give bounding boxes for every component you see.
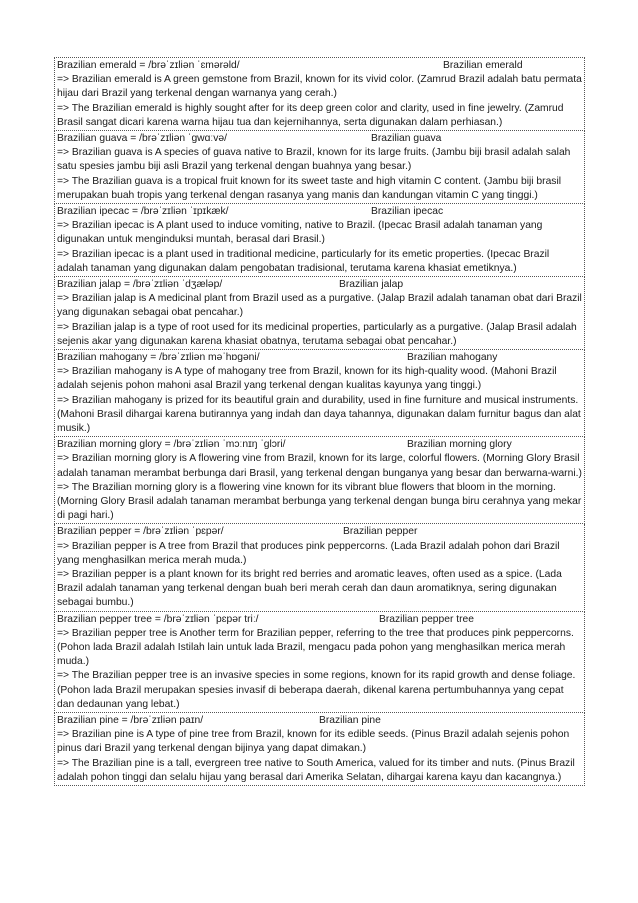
glossary-entry [54, 524, 585, 611]
entry-example: => Brazilian ipecac is a plant used in traditional medicine, particularly for its emetic properties. (Ipecac Brazil adalah tanaman yang digunakan dalam pengobatan tradisional, terutama karena khasiat emetiknya.) [57, 248, 550, 274]
glossary-entry [54, 437, 585, 524]
entry-term: Brazilian ipecac = /brəˈzɪliən ˈɪpɪkæk/ [57, 206, 229, 217]
entry-example: => Brazilian mahogany is prized for its beautiful grain and durability, used in fine furniture and musical instruments. (Mahoni Brasil dihargai karena butirannya yang indah dan daya tahannya, digunakan dalam furnitur bagus dan alat musik.) [57, 394, 581, 434]
entry-example: => Brazilian pepper is a plant known for its bright red berries and aromatic leaves, often used as a spice. (Lada Brazil adalah tanaman yang terkenal dengan buah beri merah cerah dan daun aromatiknya, sering digunakan sebagai bumbu.) [57, 569, 562, 609]
entry-name: Brazilian ipecac [371, 206, 444, 217]
entry-definition: => Brazilian jalap is A medicinal plant from Brazil used as a purgative. (Jalap Brazil adalah tanaman obat dari Brazil yang digunakan sebagai obat pencahar.) [57, 293, 582, 319]
glossary-list [54, 57, 585, 786]
entry-name: Brazilian pepper tree [379, 613, 475, 625]
entry-example: => The Brazilian pine is a tall, evergreen tree native to South America, valued for its timber and nuts. (Pinus Brazil adalah pohon tinggi dan selalu hijau yang berasal dari Amerika Selatan, dihargai karena kayu dan kacangnya.) [57, 757, 575, 783]
glossary-entry [54, 612, 585, 713]
entry-term: Brazilian morning glory = /brəˈzɪliən ˈmɔːnɪŋ ˈɡlɔri/ [57, 439, 286, 451]
entry-name: Brazilian pepper [343, 526, 418, 538]
glossary-entry [54, 204, 585, 277]
entry-heading [57, 438, 582, 452]
entry-definition: => Brazilian pine is A type of pine tree from Brazil, known for its edible seeds. (Pinus Brazil adalah sejenis pohon pinus dari Brazil yang terkenal dengan bijinya yang dapat dimakan.) [57, 729, 570, 755]
entry-heading [57, 59, 582, 73]
entry-term: Brazilian emerald = /brəˈzɪliən ˈɛmərəld/ [57, 60, 240, 71]
entry-name: Brazilian pine [319, 715, 381, 727]
entry-heading [57, 714, 582, 728]
entry-name: Brazilian morning glory [407, 439, 512, 451]
entry-heading [57, 278, 582, 292]
entry-name: Brazilian guava [371, 133, 442, 144]
entry-term: Brazilian pepper tree = /brəˈzɪliən ˈpɛpər triː/ [57, 613, 259, 625]
entry-example: => Brazilian jalap is a type of root used for its medicinal properties, particularly as a purgative. (Jalap Brasil adalah sejenis akar yang digunakan karena khasiat obatnya, terutama sebagai obat pencahar.) [57, 321, 577, 347]
entry-definition: => Brazilian morning glory is A flowering vine from Brazil, known for its large, colorful flowers. (Morning Glory Brasil adalah tanaman merambat berbunga dari Brasil, yang terkenal dengan bunganya yang besar dan berwarna-warni.) [57, 453, 582, 479]
entry-definition: => Brazilian ipecac is A plant used to induce vomiting, native to Brazil. (Ipecac Brasil adalah tanaman yang digunakan untuk menginduksi muntah, berasal dari Brasil.) [57, 220, 543, 246]
entry-example: => The Brazilian morning glory is a flowering vine known for its vibrant blue flowers that bloom in the morning. (Morning Glory Brasil adalah tanaman merambat berbunga yang terkenal dengan bunga biru cerahnya yang mekar di pagi hari.) [57, 481, 582, 522]
entry-example: => The Brazilian pepper tree is an invasive species in some regions, known for its rapid growth and dense foliage. (Pohon lada Brazil merupakan spesies invasif di beberapa daerah, dikenal karena pertumbuhannya yang cepat dan dedaunan yang lebat.) [57, 670, 576, 710]
entry-heading [57, 525, 582, 539]
entry-term: Brazilian jalap = /brəˈzɪliən ˈdʒæləp/ [57, 279, 223, 290]
entry-name: Brazilian emerald [443, 60, 523, 71]
entry-heading [57, 351, 582, 365]
entry-heading [57, 205, 582, 219]
entry-heading [57, 132, 582, 146]
entry-definition: => Brazilian mahogany is A type of mahogany tree from Brazil, known for its high-quality wood. (Mahoni Brazil adalah sejenis pohon mahoni asal Brazil yang terkenal dengan kualitas kayunya yang tinggi.) [57, 366, 557, 392]
glossary-entry [54, 713, 585, 786]
entry-name: Brazilian jalap [339, 279, 404, 290]
entry-definition: => Brazilian pepper tree is Another term for Brazilian pepper, referring to the tree that produces pink peppercorns. (Pohon lada Brazil adalah Istilah lain untuk lada Brazil, mengacu pada pohon yang menghasilkan merica merah muda.) [57, 627, 574, 668]
entry-term: Brazilian guava = /brəˈzɪliən ˈɡwɑːvə/ [57, 133, 227, 144]
entry-definition: => Brazilian emerald is A green gemstone from Brazil, known for its vivid color. (Zamrud Brazil adalah batu permata hijau dari Brazil yang terkenal dengan warnanya yang cerah.) [57, 74, 582, 100]
entry-term: Brazilian pepper = /brəˈzɪliən ˈpɛpər/ [57, 526, 224, 538]
entry-definition: => Brazilian pepper is A tree from Brazil that produces pink peppercorns. (Lada Brazil adalah pohon dari Brazil yang menghasilkan merica merah muda.) [57, 540, 560, 566]
entry-heading [57, 613, 582, 627]
entry-term: Brazilian pine = /brəˈzɪliən paɪn/ [57, 715, 204, 727]
entry-term: Brazilian mahogany = /brəˈzɪliən məˈhɒɡəni/ [57, 352, 260, 363]
entry-example: => The Brazilian guava is a tropical fruit known for its sweet taste and high vitamin C content. (Jambu biji brasil merupakan buah tropis yang terkenal dengan rasanya yang manis dan kandungan vitamin C yang tinggi.) [57, 175, 562, 201]
glossary-entry [54, 57, 585, 131]
glossary-entry [54, 277, 585, 350]
glossary-entry [54, 350, 585, 437]
entry-definition: => Brazilian guava is A species of guava native to Brazil, known for its large fruits. (Jambu biji brasil adalah salah satu spesies jambu biji asli Brazil yang terkenal dengan buahnya yang besar.) [57, 147, 571, 173]
entry-example: => The Brazilian emerald is highly sought after for its deep green color and clarity, used in fine jewelry. (Zamrud Brasil sangat dicari karena warna hijau tua dan kejernihannya, serta digunakan dalam perhiasan.) [57, 102, 564, 128]
entry-name: Brazilian mahogany [407, 352, 498, 363]
glossary-entry [54, 131, 585, 204]
